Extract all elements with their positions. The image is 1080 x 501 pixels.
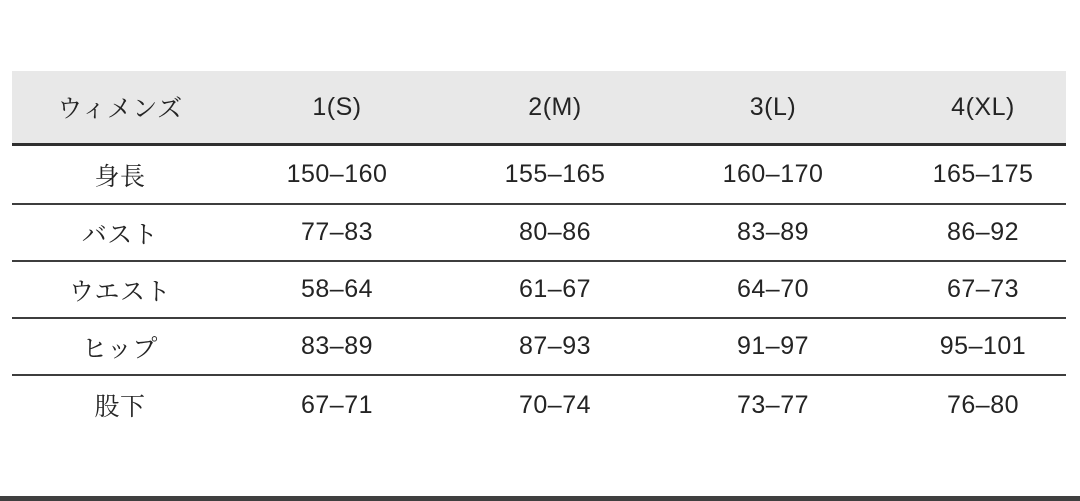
row-label: ウエスト (68, 277, 171, 306)
size-value-cell: 160–170 (722, 160, 824, 188)
size-value-cell: 70–74 (518, 390, 592, 419)
row-label: バスト (81, 220, 159, 249)
header-cell-size-3l: 3(L) (749, 92, 797, 121)
size-value-cell: 64–70 (736, 275, 810, 303)
size-value-cell: 86–92 (946, 218, 1020, 246)
size-chart-table (12, 71, 1066, 434)
size-chart-body (12, 146, 1066, 434)
size-value-cell: 76–80 (946, 390, 1020, 419)
header-cell-womens: ウィメンズ (57, 95, 183, 123)
size-value-cell: 87–93 (518, 332, 592, 360)
size-value-cell: 67–71 (300, 390, 374, 419)
size-value-cell: 91–97 (736, 332, 810, 360)
bottom-edge-bar (0, 496, 1080, 501)
size-value-cell: 80–86 (518, 218, 592, 246)
size-value-cell: 83–89 (300, 332, 374, 360)
size-value-cell: 58–64 (300, 275, 374, 303)
row-label: 身長 (94, 162, 146, 191)
table-row (12, 319, 1066, 376)
table-row (12, 146, 1066, 205)
size-value-cell: 73–77 (736, 390, 810, 419)
size-chart-header-row (12, 71, 1066, 146)
size-value-cell: 61–67 (518, 275, 592, 303)
table-row (12, 205, 1066, 262)
size-value-cell: 95–101 (939, 332, 1027, 360)
row-label: ヒップ (82, 334, 158, 363)
header-cell-size-2m: 2(M) (528, 92, 582, 121)
header-cell-size-4xl: 4(XL) (951, 92, 1015, 121)
size-value-cell: 155–165 (504, 160, 606, 188)
size-value-cell: 77–83 (300, 218, 374, 246)
size-value-cell: 67–73 (946, 275, 1020, 303)
size-value-cell: 150–160 (286, 160, 388, 188)
size-value-cell: 83–89 (736, 218, 810, 246)
table-row (12, 376, 1066, 434)
size-value-cell: 165–175 (932, 160, 1034, 188)
header-cell-size-1s: 1(S) (312, 92, 362, 121)
table-row (12, 262, 1066, 319)
row-label: 股下 (94, 393, 146, 421)
